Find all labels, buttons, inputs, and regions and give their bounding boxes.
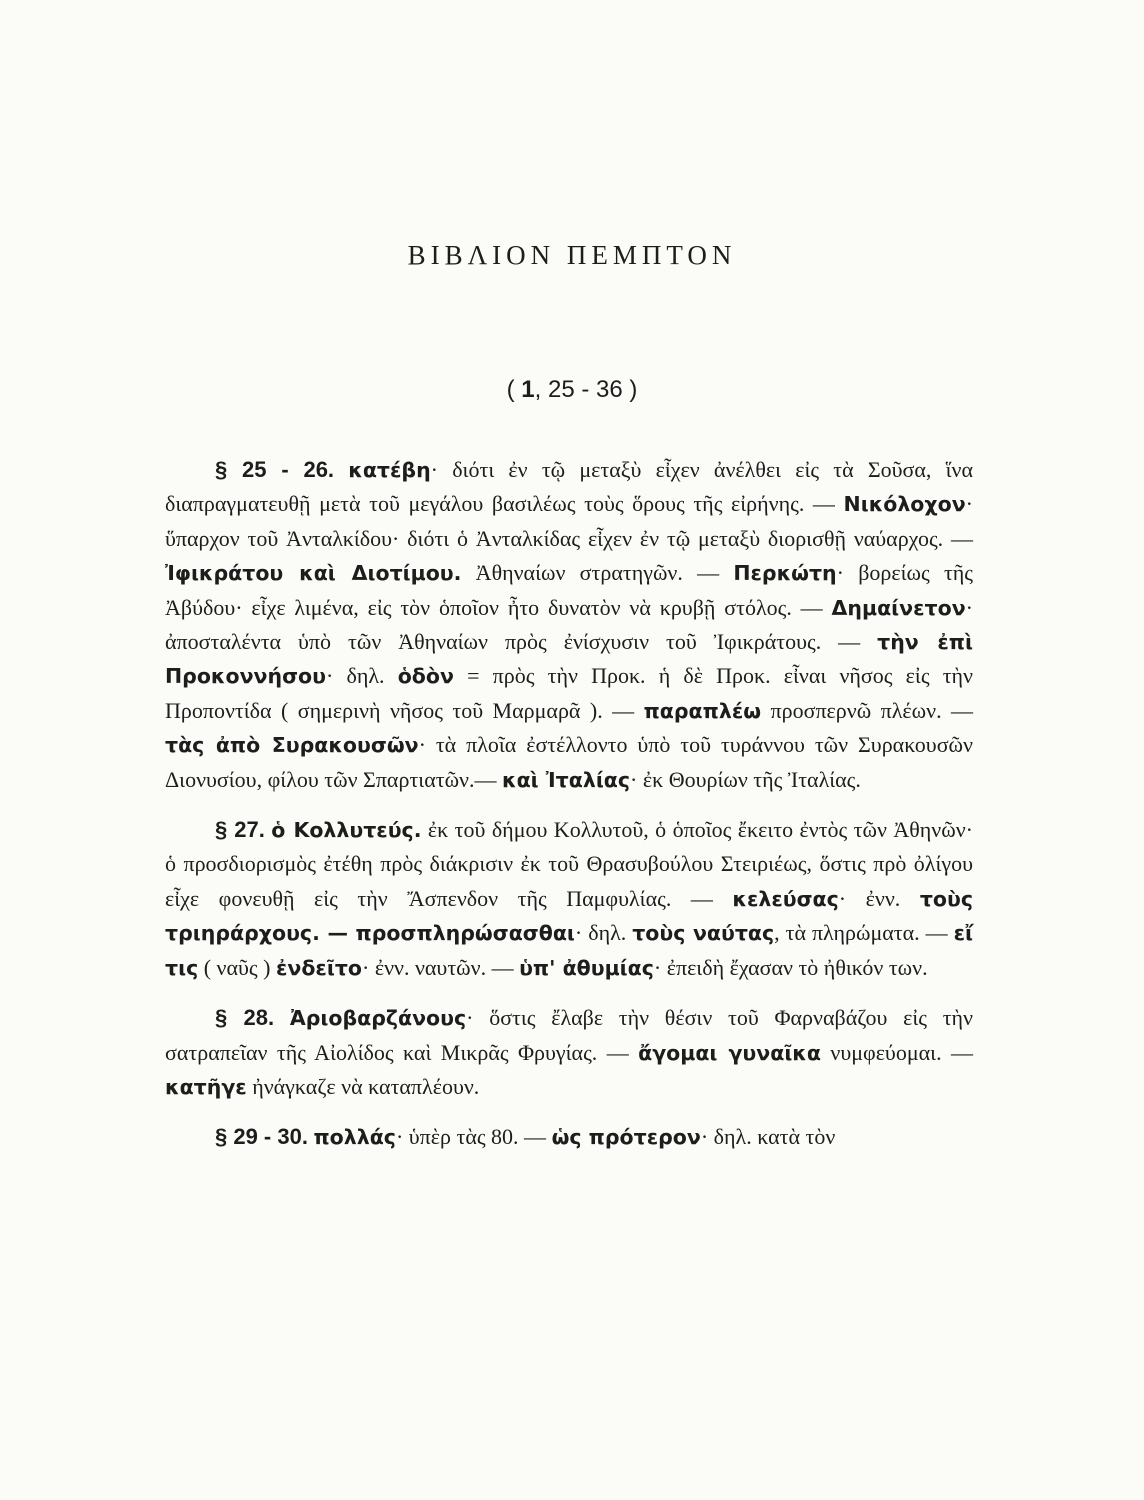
commentary-paragraph — [165, 1001, 973, 1104]
lemma-term: ὁ Κολλυτεύς. — [271, 818, 422, 843]
lemma-term: κατῆγε — [165, 1074, 247, 1099]
lemma-term: παραπλέω — [643, 698, 762, 723]
lemma-term: καὶ Ἰταλίας — [502, 767, 631, 792]
commentary-paragraph — [165, 1120, 973, 1154]
range-close: ) — [629, 376, 638, 403]
gloss-text: · ἐπειδὴ ἔχασαν τὸ ἠθικόν των. — [653, 954, 928, 980]
range-rest: , 25 - 36 — [534, 376, 623, 403]
gloss-text: · δηλ. κατὰ τὸν — [700, 1124, 836, 1150]
gloss-text: · δηλ. — [325, 663, 398, 689]
gloss-text: · ὕπαρχον τοῦ Ἀνταλκίδου· διότι ὁ Ἀνταλκίδας εἶχεν ἐν τῷ μεταξὺ διορισθῇ ναύαρχος. — — [165, 491, 973, 551]
lemma-term: εἴ τις — [165, 921, 973, 980]
book-title: ΒΙΒΛΙΟΝ ΠΕΜΠΤΟΝ — [407, 240, 737, 270]
range-book: 1 — [521, 376, 535, 403]
lemma-term: ὁδὸν — [397, 664, 454, 689]
commentary-text — [165, 453, 973, 1155]
commentary-paragraph — [165, 813, 973, 985]
lemma-term: τοὺς τριηράρχους. — προσπληρώσασθαι — [165, 886, 973, 946]
lemma-term: Δημαίνετον — [831, 595, 966, 620]
gloss-text: · βορείως τῆς Ἀβύδου· εἶχε λιμένα, εἰς τὸν ὁποῖον ἦτο δυνατὸν νὰ κρυβῇ στόλος. — — [165, 560, 974, 620]
lemma-term: ὡς πρότερον — [551, 1125, 701, 1150]
section-range — [0, 376, 1144, 404]
lemma-term: ἐνδεῖτο — [275, 955, 362, 980]
section-number: § 27. — [215, 817, 265, 843]
gloss-text: · ἐνν. ναυτῶν. — — [362, 954, 520, 980]
lemma-term: ὑπ' ἀθυμίας — [519, 955, 654, 980]
gloss-text: · τὰ πλοῖα ἐστέλλοντο ὑπὸ τοῦ τυράννου τῶν Συρακουσῶν Διονυσίου, φίλου τῶν Σπαρτιατῶν.— — [165, 732, 973, 792]
gloss-text: , τὰ πληρώματα. — — [774, 920, 954, 946]
gloss-text: νυμφεύομαι. — — [820, 1039, 973, 1065]
section-number: § 25 - 26. — [215, 457, 335, 482]
gloss-text: ( ναῦς ) — [198, 954, 276, 980]
lemma-term: ἄγομαι γυναῖκα — [638, 1040, 821, 1065]
lemma-term: Νικόλοχον — [843, 492, 966, 517]
lemma-term: πολλάς — [313, 1125, 396, 1150]
lemma-term: κελεύσας — [732, 886, 839, 911]
gloss-text: ἠνάγκαζε νὰ καταπλέουν. — [246, 1073, 480, 1099]
gloss-text: · ὑπὲρ τὰς 80. — — [395, 1124, 552, 1150]
lemma-term: Περκώτη — [733, 561, 837, 586]
gloss-text: προσπερνῶ πλέων. — — [761, 697, 973, 723]
gloss-text: · ὅστις ἔλαβε τὴν θέσιν τοῦ Φαρναβάζου εἰς τὴν σατραπεῖαν τῆς Αἰολίδος καὶ Μικρᾶς Φρυγίας. — — [165, 1005, 973, 1065]
gloss-text: Ἀθηναίων στρατηγῶν. — — [461, 560, 734, 586]
section-number: § 28. — [215, 1005, 275, 1031]
range-open: ( — [506, 376, 515, 403]
lemma-term: τοὺς ναύτας — [632, 921, 775, 946]
gloss-text: · δηλ. — [574, 920, 633, 946]
gloss-text: = πρὸς τὴν Προκ. ἡ δὲ Προκ. εἶναι νῆσος εἰς τὴν Προποντίδα ( σημερινὴ νῆσος τοῦ Μαρμαρᾶ ). — — [165, 663, 973, 723]
lemma-term: τὴν ἐπὶ Προκοννήσου — [165, 630, 973, 689]
lemma-term: κατέβη — [348, 458, 431, 482]
gloss-text: · ἀποσταλέντα ὑπὸ τῶν Ἀθηναίων πρὸς ἐνίσχυσιν τοῦ Ἰφικράτους. — — [165, 594, 973, 655]
lemma-term: Ἀριοβαρζάνους — [289, 1006, 467, 1031]
section-number: § 29 - 30. — [215, 1124, 308, 1150]
lemma-term: Ἰφικράτου καὶ Διοτίμου. — [165, 561, 462, 586]
gloss-text: ἐκ τοῦ δήμου Κολλυτοῦ, ὁ ὁποῖος ἔκειτο ἐντὸς τῶν Ἀθηνῶν· ὁ προσδιορισμὸς ἐτέθη πρὸς διάκρισιν ἐκ τοῦ Θρασυβούλου Στειριέως, ὅστις πρὸ ὀλίγου εἶχε φονευθῇ εἰς τὴν Ἄσπενδον τῆς Παμφυλίας. — — [165, 817, 974, 911]
lemma-term: τὰς ἀπὸ Συρακουσῶν — [165, 733, 419, 758]
commentary-paragraph — [165, 453, 973, 797]
gloss-text: · διότι ἐν τῷ μεταξὺ εἶχεν ἀνέλθει εἰς τὰ Σοῦσα, ἵνα διαπραγματευθῇ μετὰ τοῦ μεγάλου βασιλέως τοὺς ὅρους τῆς εἰρήνης. — — [165, 457, 974, 517]
gloss-text: · ἐνν. — [838, 885, 920, 911]
gloss-text: · ἐκ Θουρίων τῆς Ἰταλίας. — [630, 766, 861, 792]
